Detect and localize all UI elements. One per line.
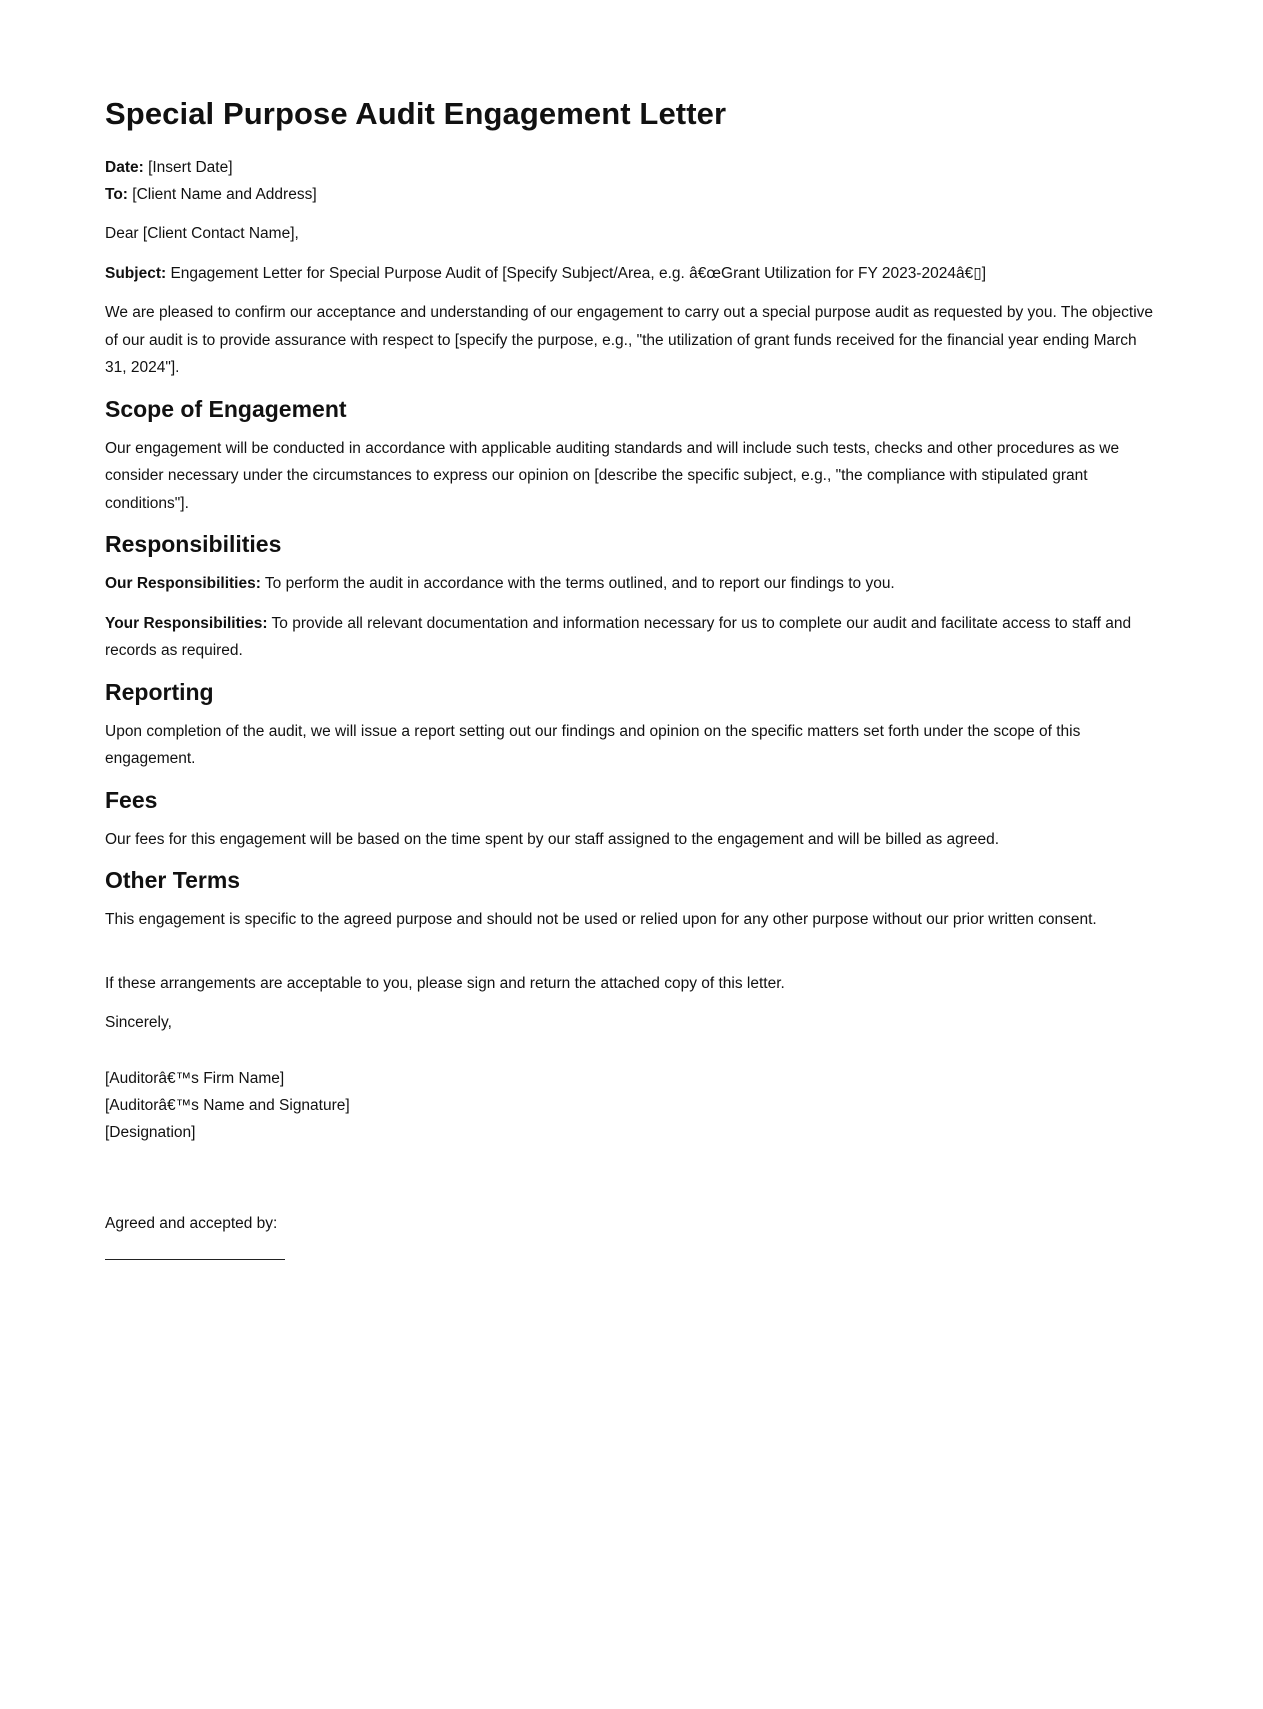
scope-paragraph: Our engagement will be conducted in accordance with applicable auditing standards and will include such tests, checks and other procedures as we consider necessary under the circumstances to express our opinion on [describe the specific subject, e.g., "the compliance with stipulated grant conditions"]. [105, 439, 1120, 512]
date-label: Date: [105, 159, 144, 176]
signature-block [105, 1065, 1158, 1146]
our-responsibilities-label: Our Responsibilities: [105, 575, 261, 592]
salutation: Dear [Client Contact Name], [105, 225, 299, 242]
acceptance-signature-line [105, 1259, 285, 1260]
our-responsibilities [105, 570, 1158, 598]
our-responsibilities-text: To perform the audit in accordance with the terms outlined, and to report our findings to you. [260, 575, 895, 592]
subject-label: Subject: [105, 264, 167, 282]
sign-off: Sincerely, [105, 1014, 172, 1031]
scope-heading: Scope of Engagement [105, 395, 347, 422]
other-terms-paragraph: This engagement is specific to the agreed purpose and should not be used or relied upon for any other purpose without our prior written consent. [105, 911, 1097, 928]
your-responsibilities-text: To provide all relevant documentation and information necessary for us to complete our audit and facilitate access to staff and records as required. [105, 614, 1132, 659]
to-label: To: [105, 186, 128, 203]
subject-value: Engagement Letter for Special Purpose Audit of [Specify Subject/Area, e.g. â€œGrant Utilization for FY 2023-2024â€▯] [166, 264, 987, 282]
fees-heading: Fees [105, 786, 158, 813]
date-line [105, 154, 1158, 181]
fees-paragraph: Our fees for this engagement will be based on the time spent by our staff assigned to the engagement and will be billed as agreed. [105, 830, 1000, 848]
to-line [105, 181, 1158, 208]
page-title: Special Purpose Audit Engagement Letter [105, 96, 727, 131]
closing-request: If these arrangements are acceptable to you, please sign and return the attached copy of this letter. [105, 974, 785, 992]
reporting-paragraph: Upon completion of the audit, we will issue a report setting out our findings and opinion on the specific matters set forth under the scope of this engagement. [105, 722, 1081, 767]
responsibilities-heading: Responsibilities [105, 531, 282, 557]
to-value: [Client Name and Address] [127, 186, 317, 203]
reporting-heading: Reporting [105, 678, 214, 705]
subject-line [105, 260, 1158, 288]
your-responsibilities-label: Your Responsibilities: [105, 614, 268, 632]
auditor-name-signature: [Auditorâ€™s Name and Signature] [105, 1096, 350, 1114]
intro-paragraph: We are pleased to confirm our acceptance and understanding of our engagement to carry out a special purpose audit as requested by you. The objective of our audit is to provide assurance with respect to [specify the purpose, e.g., "the utilization of grant funds received for the financial year ending March 31, 2024"]. [105, 304, 1154, 376]
your-responsibilities [105, 610, 1158, 665]
acceptance-label: Agreed and accepted by: [105, 1214, 278, 1232]
other-terms-heading: Other Terms [105, 867, 241, 893]
designation: [Designation] [105, 1123, 196, 1141]
firm-name: [Auditorâ€™s Firm Name] [105, 1069, 285, 1087]
date-value: [Insert Date] [143, 159, 233, 176]
